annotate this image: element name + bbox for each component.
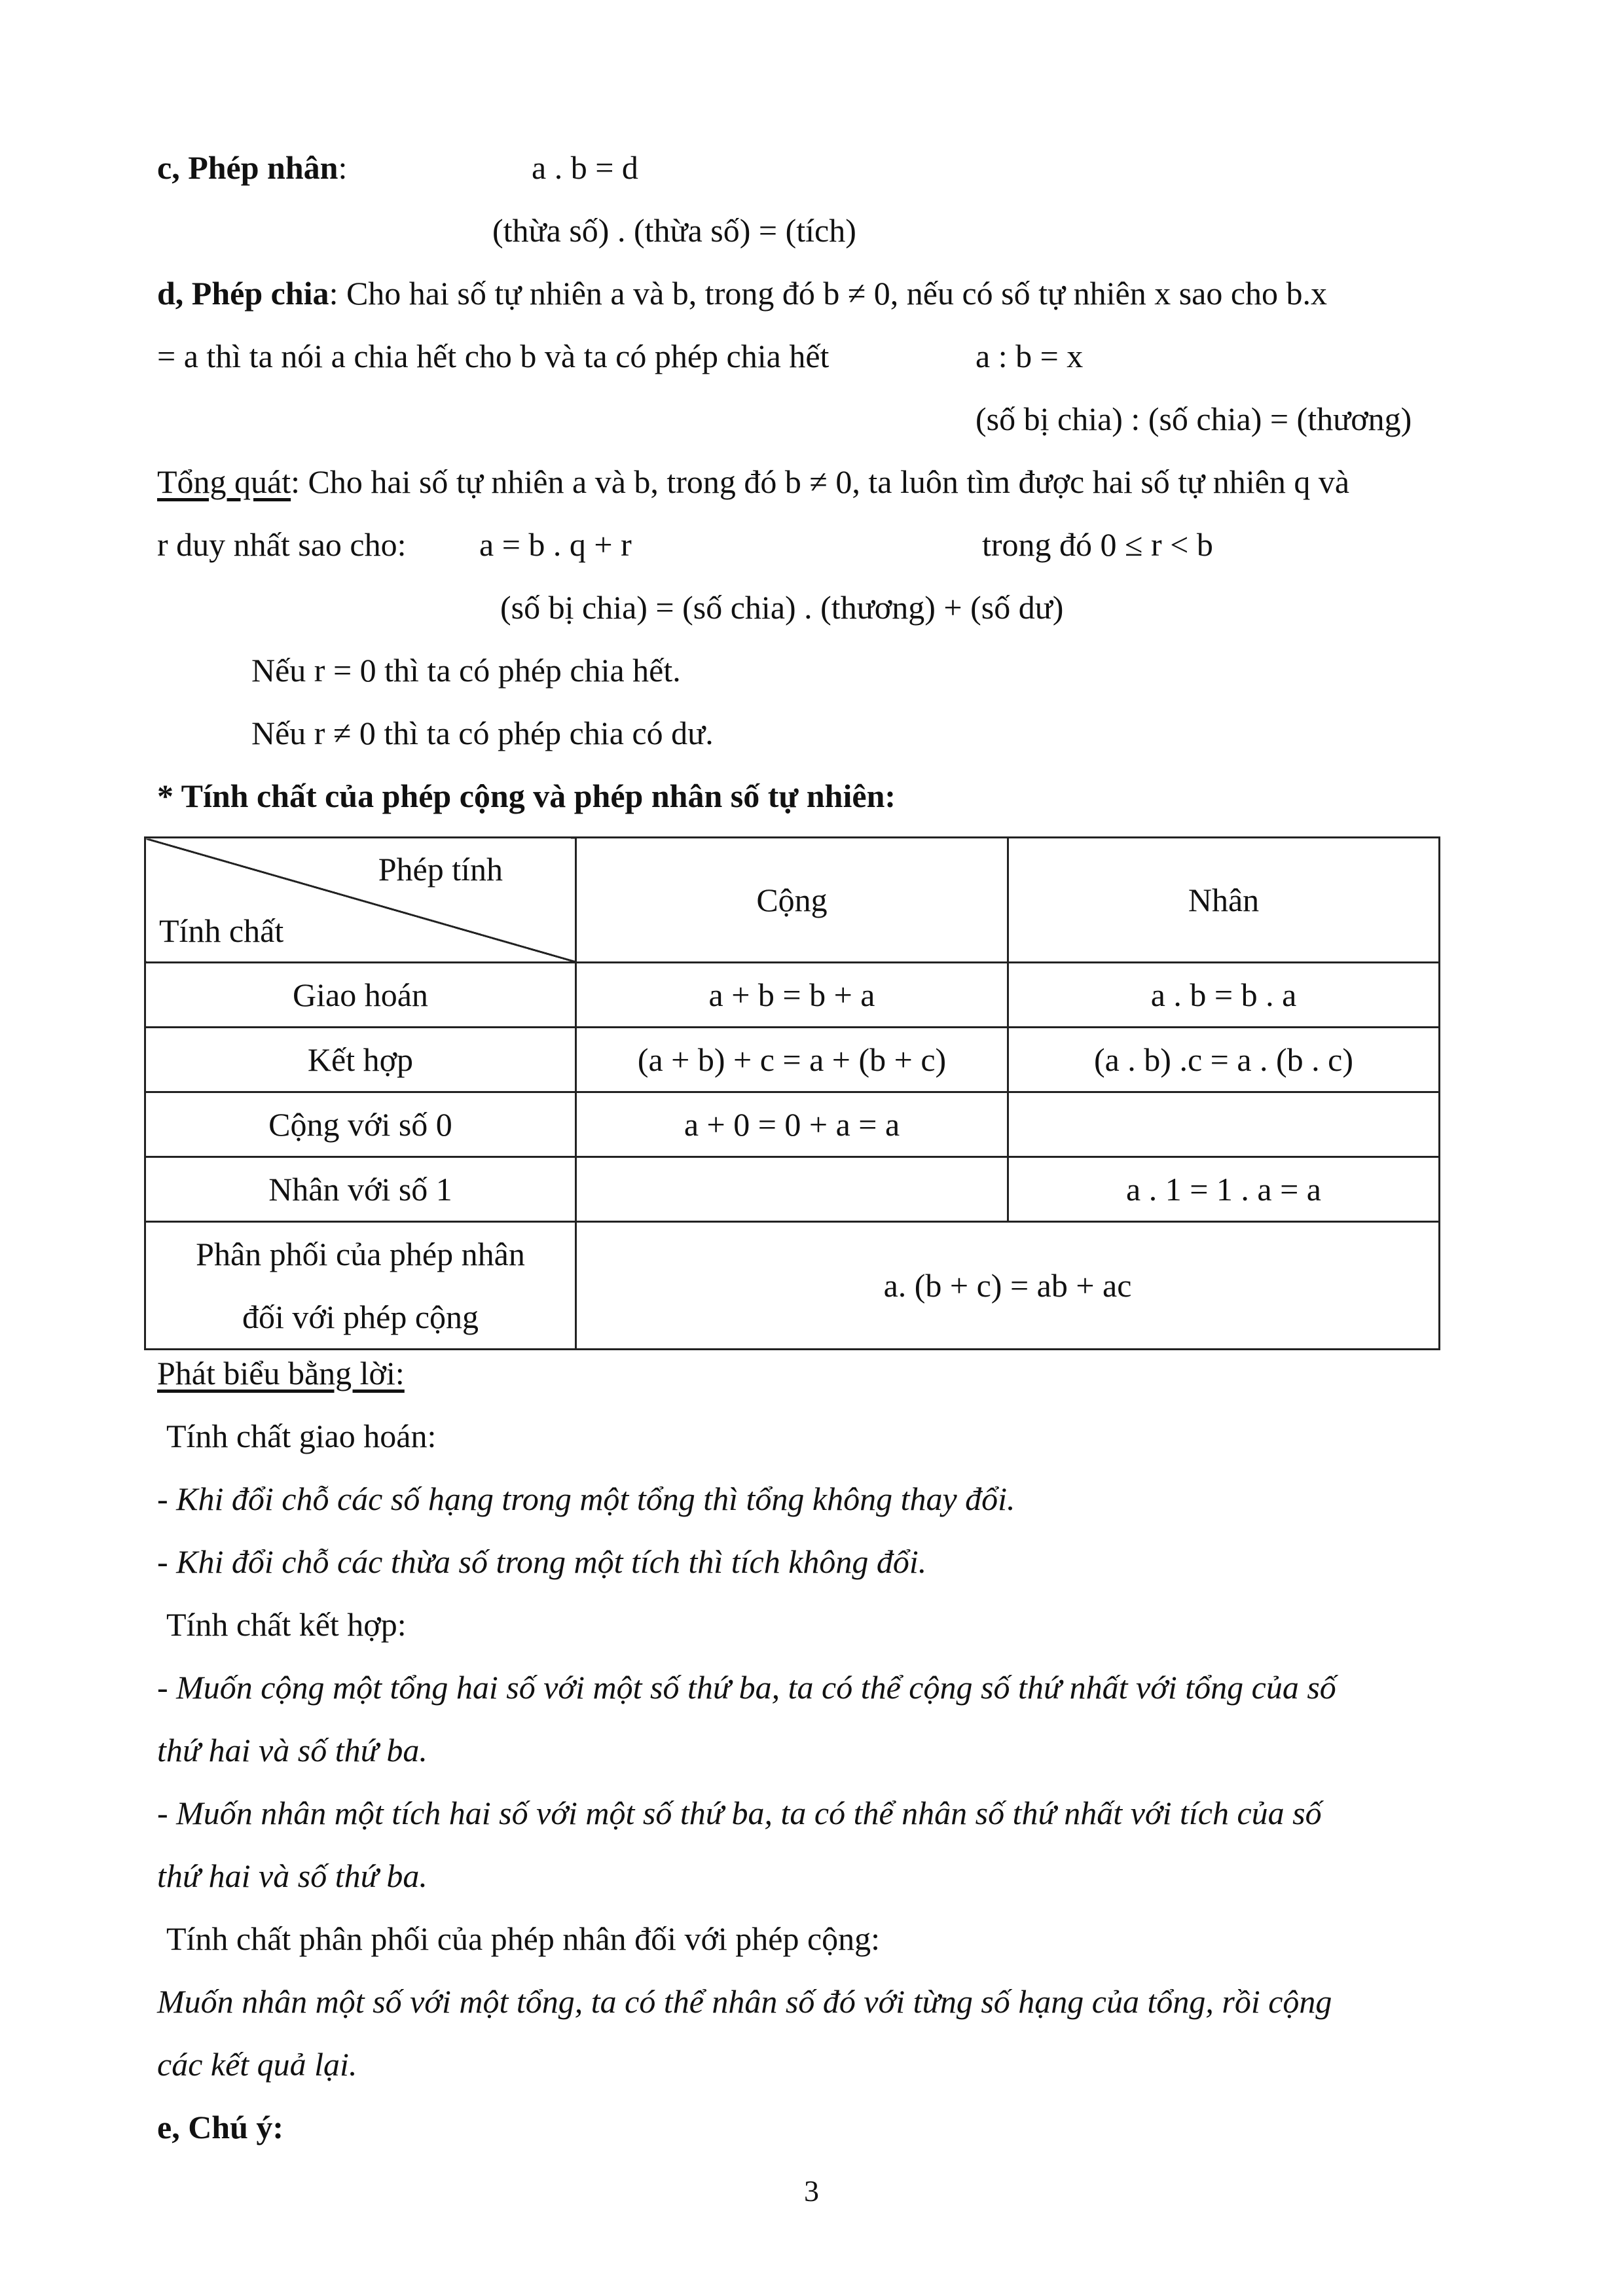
statements-heading: Phát biểu bằng lời: (157, 1355, 405, 1391)
associative-title: Tính chất kết hợp: (166, 1606, 407, 1643)
associative-statement-1b: thứ hai và số thứ ba. (157, 1732, 428, 1768)
associative-statement-1a: - Muốn cộng một tổng hai số với một số thứ ba, ta có thể cộng số thứ nhất với tổng của số (157, 1669, 1336, 1706)
general-case-nonzero: Nếu r ≠ 0 thì ta có phép chia có dư. (251, 715, 714, 751)
multiplication-colon: : (338, 149, 348, 186)
multiplication-heading-line (157, 136, 347, 199)
commutative-statement-1: - Khi đổi chỗ các số hạng trong một tổng thì tổng không thay đổi. (157, 1480, 1015, 1517)
general-text-2: r duy nhất sao cho: (157, 526, 407, 563)
property-name-distributive (145, 1222, 576, 1350)
property-name: Giao hoán (145, 963, 576, 1028)
table-row (145, 1028, 1440, 1092)
multiplication-formula: a . b = d (532, 149, 638, 186)
table-row-distributive (145, 1222, 1440, 1350)
commutative-statement-2: - Khi đổi chỗ các thừa số trong một tích thì tích không đổi. (157, 1543, 927, 1580)
column-header-mul: Nhân (1008, 838, 1440, 963)
division-heading: d, Phép chia (157, 275, 329, 312)
commutative-title: Tính chất giao hoán: (166, 1418, 437, 1454)
multiplication-labels: (thừa số) . (thừa số) = (tích) (492, 212, 856, 249)
division-text-1: : Cho hai số tự nhiên a và b, trong đó b ≠ 0, nếu có số tự nhiên x sao cho b.x (329, 275, 1328, 312)
mul-cell: a . b = b . a (1008, 963, 1440, 1028)
column-header-add: Cộng (576, 838, 1008, 963)
mul-cell: (a . b) .c = a . (b . c) (1008, 1028, 1440, 1092)
corner-operation-label: Phép tính (378, 851, 503, 888)
properties-heading: * Tính chất của phép cộng và phép nhân số tự nhiên: (157, 778, 896, 814)
add-cell: a + b = b + a (576, 963, 1008, 1028)
division-labels: (số bị chia) : (số chia) = (thương) (976, 401, 1412, 437)
add-cell: a + 0 = 0 + a = a (576, 1092, 1008, 1157)
table-header-row (145, 838, 1440, 963)
associative-statement-2b: thứ hai và số thứ ba. (157, 1857, 428, 1894)
mul-cell: a . 1 = 1 . a = a (1008, 1157, 1440, 1222)
add-cell (576, 1157, 1008, 1222)
table-corner-cell (145, 838, 576, 963)
property-name: Kết hợp (145, 1028, 576, 1092)
distributive-name-line-1: Phân phối của phép nhân (196, 1236, 525, 1272)
division-line-1 (157, 262, 1327, 325)
note-heading: e, Chú ý: (157, 2109, 284, 2145)
distributive-statement-a: Muốn nhân một số với một tổng, ta có thể nhân số đó với từng số hạng của tổng, rồi cộng (157, 1983, 1332, 2020)
distributive-statement-b: các kết quả lại. (157, 2046, 357, 2083)
property-name: Nhân với số 1 (145, 1157, 576, 1222)
mul-cell (1008, 1092, 1440, 1157)
property-name: Cộng với số 0 (145, 1092, 576, 1157)
division-formula: a : b = x (976, 338, 1084, 374)
general-case-zero: Nếu r = 0 thì ta có phép chia hết. (251, 652, 681, 689)
division-text-2: = a thì ta nói a chia hết cho b và ta có phép chia hết (157, 338, 830, 374)
associative-statement-2a: - Muốn nhân một tích hai số với một số thứ ba, ta có thể nhân số thứ nhất với tích của số (157, 1795, 1322, 1831)
add-cell: (a + b) + c = a + (b + c) (576, 1028, 1008, 1092)
page-number: 3 (804, 2174, 819, 2208)
table-row (145, 1157, 1440, 1222)
distributive-name-line-2: đối với phép cộng (242, 1299, 479, 1335)
general-labels: (số bị chia) = (số chia) . (thương) + (số dư) (500, 589, 1064, 626)
general-line-1 (157, 450, 1349, 513)
corner-property-label: Tính chất (159, 912, 284, 949)
general-condition: trong đó 0 ≤ r < b (982, 526, 1213, 563)
table-row (145, 963, 1440, 1028)
distributive-title: Tính chất phân phối của phép nhân đối với phép cộng: (166, 1920, 881, 1957)
properties-table (144, 836, 1440, 1350)
multiplication-heading: c, Phép nhân (157, 149, 338, 186)
table-row (145, 1092, 1440, 1157)
general-formula: a = b . q + r (479, 526, 632, 563)
general-heading: Tổng quát (157, 463, 291, 500)
general-text-1: : Cho hai số tự nhiên a và b, trong đó b ≠ 0, ta luôn tìm được hai số tự nhiên q và (291, 463, 1350, 500)
distributive-formula: a. (b + c) = ab + ac (576, 1222, 1440, 1350)
